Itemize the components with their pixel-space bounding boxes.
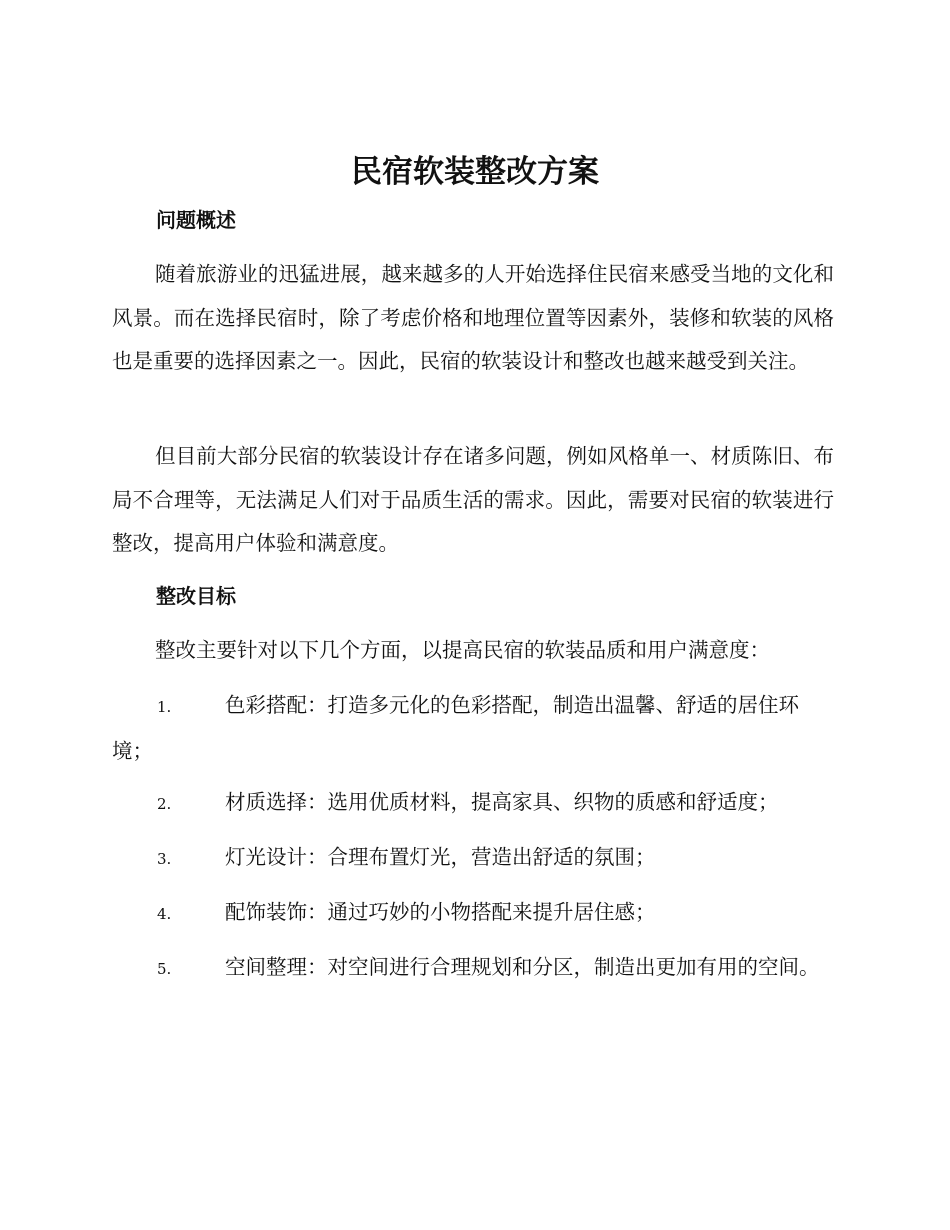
list-item-number: 3. — [157, 850, 172, 868]
page-title: 民宿软装整改方案 — [351, 154, 599, 190]
list-item-text: 灯光设计：合理布置灯光，营造出舒适的氛围； — [225, 845, 656, 869]
overview-paragraph-1: 随着旅游业的迅猛进展，越来越多的人开始选择住民宿来感受当地的文化和风景。而在选择民宿时，除了考虑价格和地理位置等因素外，装修和软装的风格也是重要的选择因素之一。因此，民宿的软装设计和整改也越来越受到关注。 — [112, 262, 834, 373]
list-item — [112, 891, 834, 937]
list-item-text: 配饰装饰：通过巧妙的小物搭配来提升居住感； — [225, 900, 656, 924]
goals-intro-paragraph: 整改主要针对以下几个方面，以提高民宿的软装品质和用户满意度： — [155, 638, 770, 662]
list-item — [112, 684, 834, 773]
list-item-text: 色彩搭配：打造多元化的色彩搭配，制造出温馨、舒适的居住环境； — [112, 693, 799, 763]
section-heading-overview: 问题概述 — [156, 208, 236, 232]
list-item-number: 4. — [157, 905, 172, 923]
section-heading-goals: 整改目标 — [156, 584, 236, 608]
list-item — [112, 946, 834, 992]
list-item — [112, 836, 834, 882]
list-item-text: 材质选择：选用优质材料，提高家具、织物的质感和舒适度； — [225, 790, 779, 814]
overview-paragraph-2: 但目前大部分民宿的软装设计存在诸多问题，例如风格单一、材质陈旧、布局不合理等，无法满足人们对于品质生活的需求。因此，需要对民宿的软装进行整改，提高用户体验和满意度。 — [112, 444, 834, 555]
list-item-text: 空间整理：对空间进行合理规划和分区，制造出更加有用的空间。 — [225, 955, 820, 979]
list-item-number: 2. — [157, 795, 172, 813]
list-item — [112, 781, 834, 827]
list-item-number: 5. — [157, 960, 172, 978]
list-item-number: 1. — [157, 698, 172, 716]
